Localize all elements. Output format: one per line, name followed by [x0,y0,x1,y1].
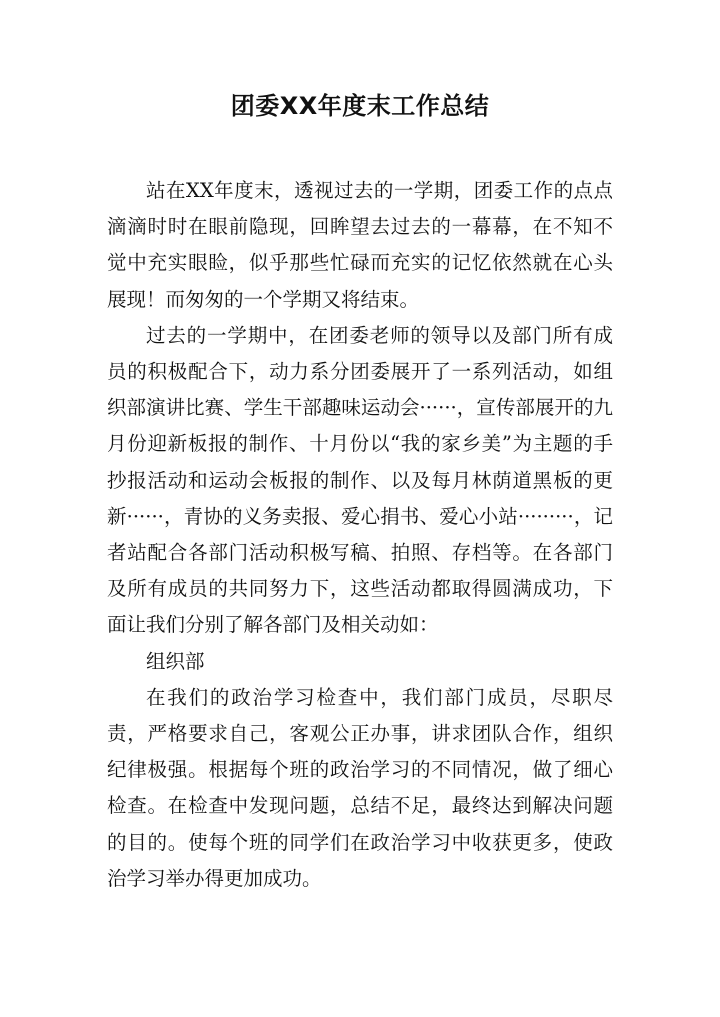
document-title: 团委XX年度末工作总结 [230,92,490,120]
paragraph-intro: 站在XX年度末，透视过去的一学期，团委工作的点点滴滴时时在眼前隐现，回眸望去过去的一幕幕，在不知不觉中充实眼睑，似乎那些忙碌而充实的记忆依然就在心头展现！而匆匆的一个学期又将结束。 [107,179,613,311]
paragraph-organization: 在我们的政治学习检查中，我们部门成员，尽职尽责，严格要求自己，客观公正办事，讲求团队合作，组织纪律极强。根据每个班的政治学习的不同情况，做了细心检查。在检查中发现问题，总结不足，最终达到解决问题的目的。使每个班的同学们在政治学习中收获更多，使政治学习举办得更加成功。 [107,685,613,890]
section-heading-organization: 组织部 [146,649,205,673]
paragraph-activities: 过去的一学期中，在团委老师的领导以及部门所有成员的积极配合下，动力系分团委展开了一系列活动，如组织部演讲比赛、学生干部趣味运动会······，宣传部展开的九月份迎新板报的制作、十月份以“我的家乡美”为主题的手抄报活动和运动会板报的制作、以及每月林荫道黑板的更新······，青协的义务卖报、爱心捐书、爱心小站·········，记者站配合各部门活动积极写稿、拍照、存档等。在各部门及所有成员的共同努力下，这些活动都取得圆满成功，下面让我们分别了解各部门及相关动如： [107,323,613,637]
document-body [107,173,613,897]
